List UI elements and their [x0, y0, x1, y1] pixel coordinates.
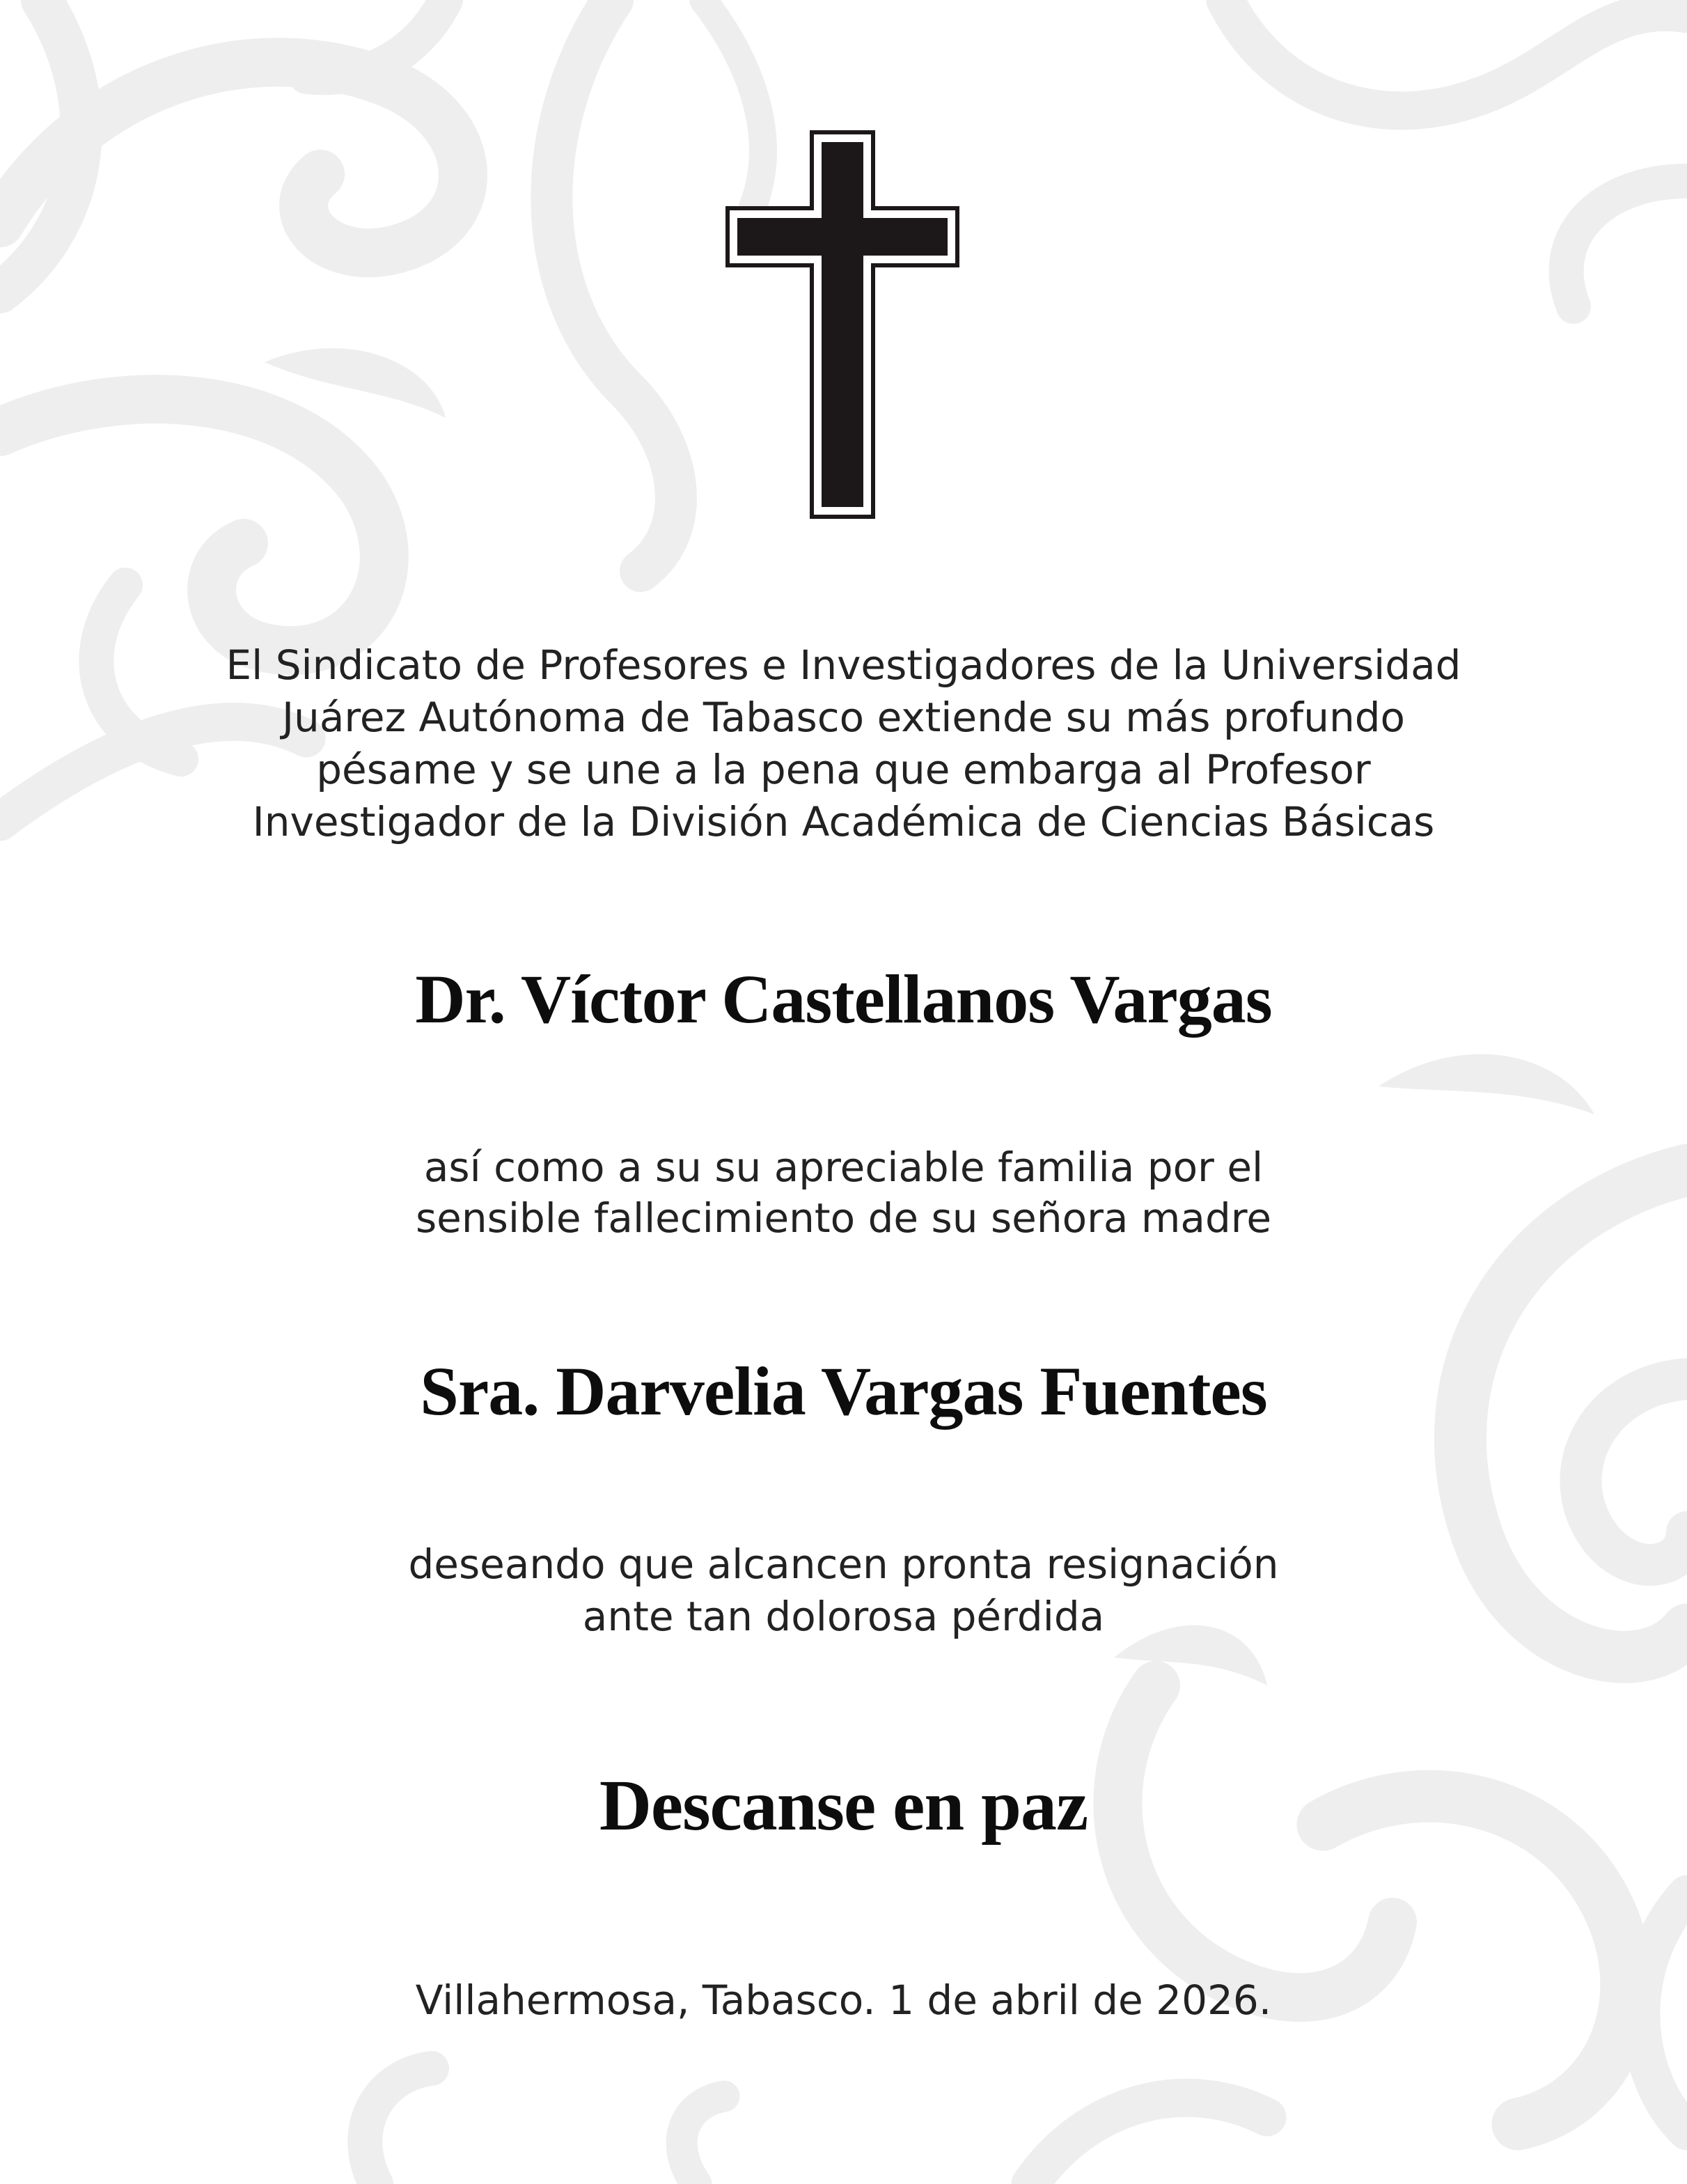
intro-paragraph — [0, 639, 1687, 848]
cross-icon — [724, 129, 961, 520]
intro-line: Juárez Autónoma de Tabasco extiende su más profundo — [281, 694, 1406, 741]
wish-paragraph — [0, 1538, 1687, 1643]
intro-line: El Sindicato de Profesores e Investigadores de la Universidad — [226, 641, 1461, 689]
wish-line: deseando que alcancen pronta resignación — [408, 1540, 1279, 1588]
closing-phrase: Descanse en paz — [599, 1765, 1088, 1846]
intro-line: Investigador de la División Académica de Ciencias Básicas — [252, 798, 1435, 845]
middle-paragraph — [0, 1142, 1687, 1244]
wish-line: ante tan dolorosa pérdida — [582, 1593, 1105, 1640]
middle-line: así como a su su apreciable familia por el — [423, 1144, 1264, 1191]
bereaved-name: Dr. Víctor Castellanos Vargas — [415, 960, 1272, 1038]
middle-line: sensible fallecimiento de su señora madre — [415, 1194, 1272, 1242]
deceased-name: Sra. Darvelia Vargas Fuentes — [420, 1352, 1267, 1430]
intro-line: pésame y se une a la pena que embarga al Profesor — [316, 746, 1371, 793]
place-and-date: Villahermosa, Tabasco. 1 de abril de 2026. — [415, 1976, 1272, 2024]
